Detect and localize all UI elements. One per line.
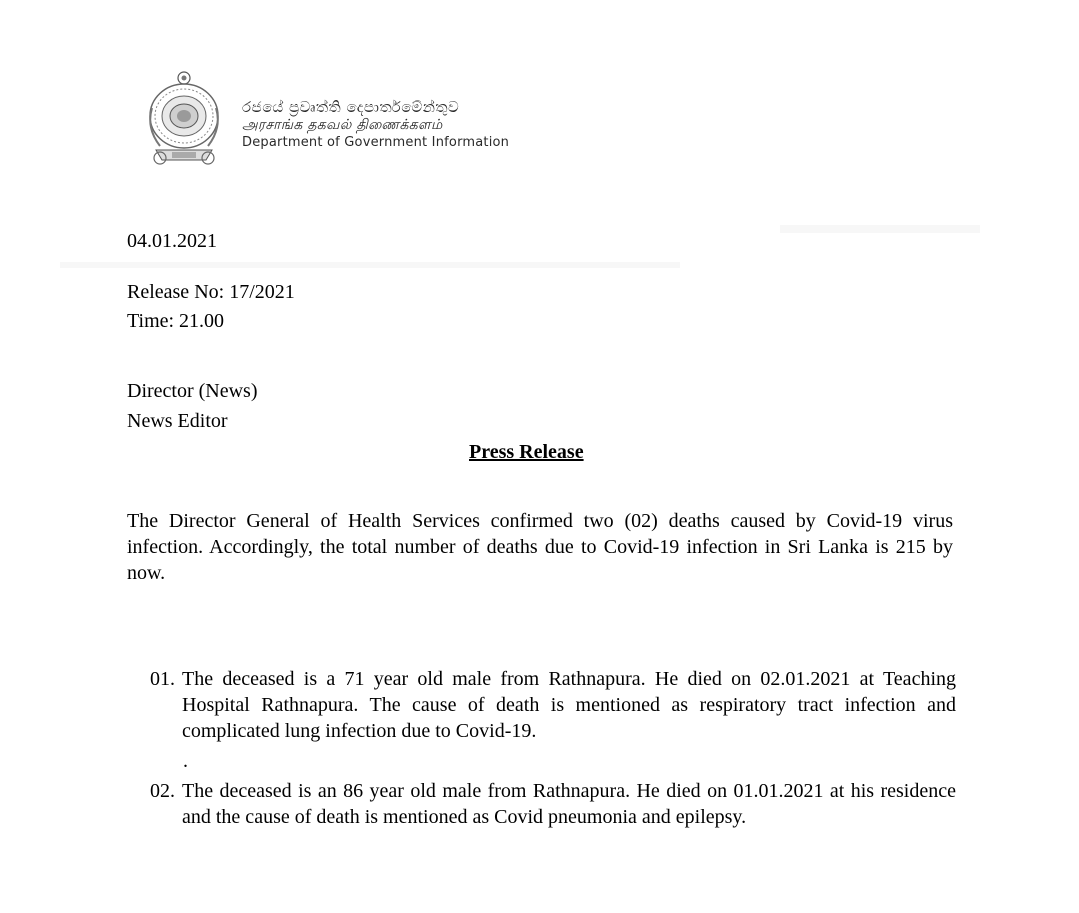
document-title: Press Release [469,441,584,463]
scan-artifact [780,225,980,233]
release-number: Release No: 17/2021 [127,281,295,303]
release-time: Time: 21.00 [127,310,225,332]
intro-paragraph: The Director General of Health Services confirmed two (02) deaths caused by Covid-19 virus infection. Accordingly, the total number of deaths due to Covid-19 infection in Sri Lanka is 215 by now. [127,510,953,584]
separator-dot: . [183,750,188,772]
list-item [150,778,956,830]
recipient-director: Director (News) [127,380,258,402]
national-emblem-icon [142,68,228,168]
letterhead [142,68,562,168]
department-name-tamil: அரசாங்க தகவல் திணைக்களம் [242,117,443,133]
release-date: 04.01.2021 [127,230,217,252]
department-name-block [242,98,509,152]
department-name-sinhala: රජයේ ප්‍රවෘත්ති දෙපාර්තමේන්තුව [242,98,460,116]
list-item-number: 01. [150,668,175,690]
department-name-english: Department of Government Information [242,135,510,150]
scan-artifact [60,262,680,268]
list-item-text: The deceased is a 71 year old male from Rathnapura. He died on 02.01.2021 at Teaching Hospital Rathnapura. The cause of death is mentioned as respiratory tract infection and complicated lung infection due to Covid-19. [182,668,956,742]
list-item-number: 02. [150,780,175,802]
recipient-editor: News Editor [127,410,228,432]
list-item [150,666,956,744]
list-item-text: The deceased is an 86 year old male from Rathnapura. He died on 01.01.2021 at his residence and the cause of death is mentioned as Covid pneumonia and epilepsy. [182,780,956,828]
